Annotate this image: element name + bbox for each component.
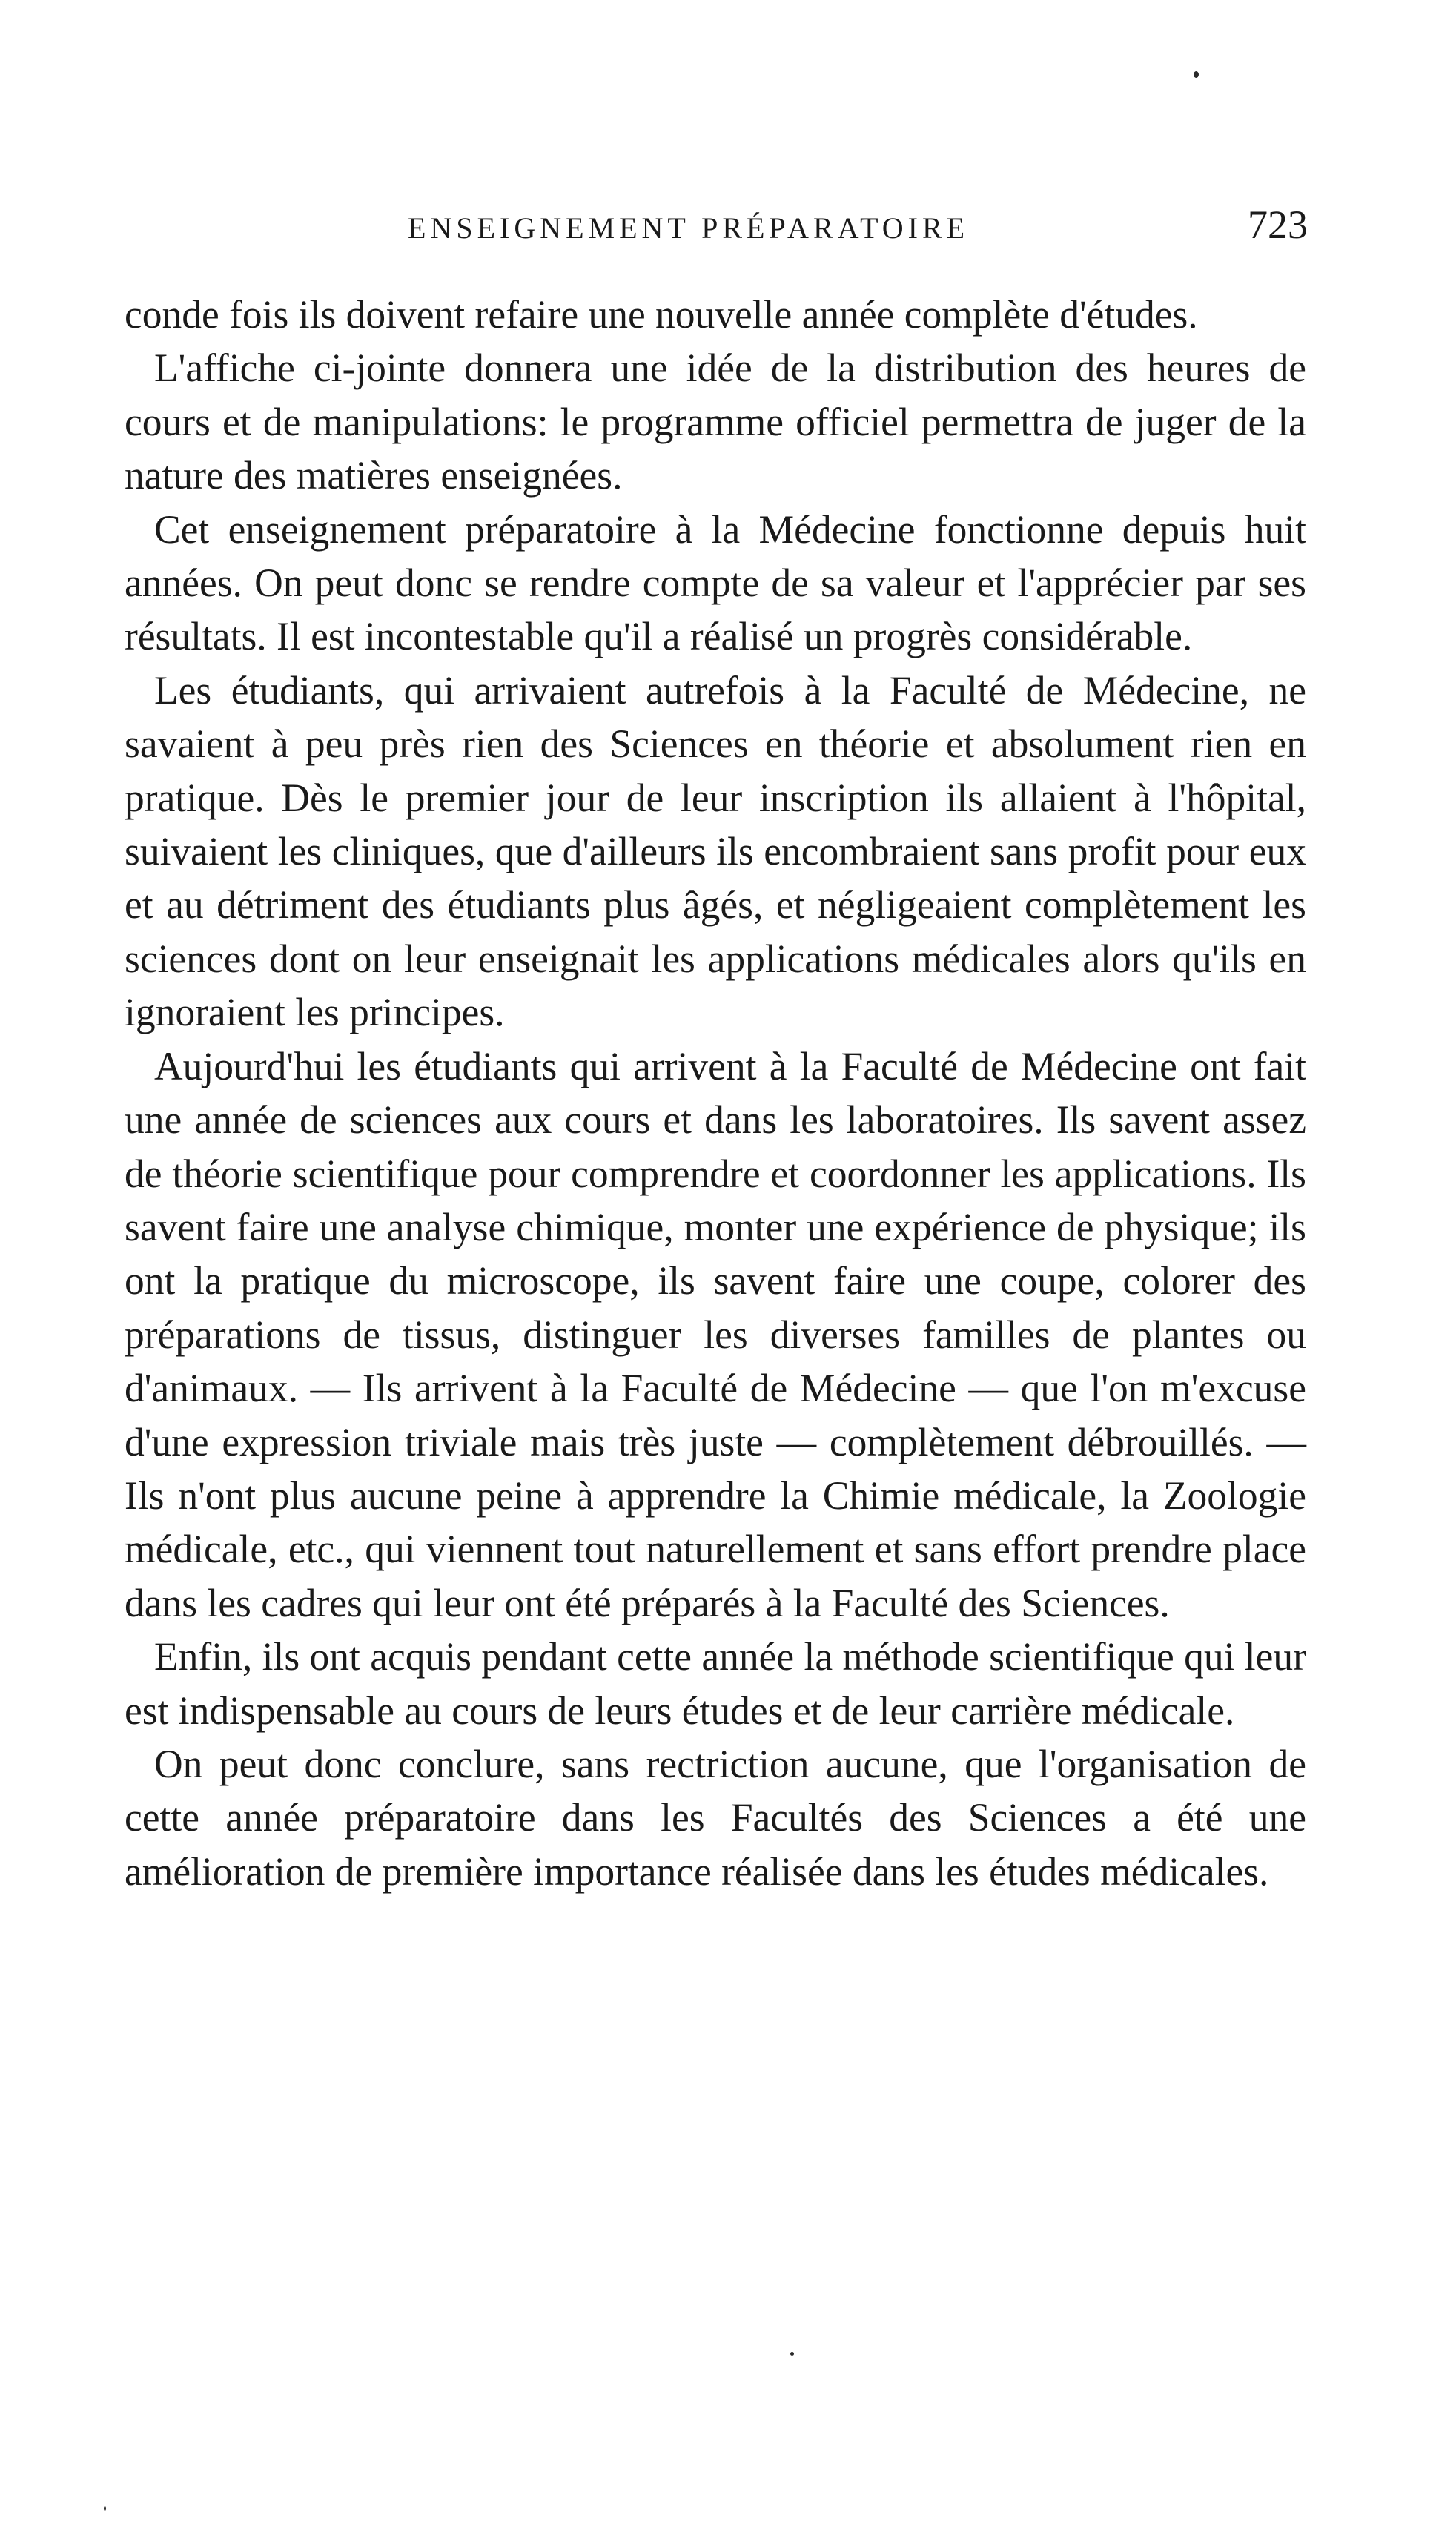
paragraph-affiche: L'affiche ci-jointe donnera une idée de la distribution des heures de cours et de manipulations: le programme officiel permettra de juger de la nature des matières enseignées.	[125, 346, 1306, 498]
paragraph-enseignement: Cet enseignement préparatoire à la Médecine fonctionne depuis huit années. On peut donc se rendre compte de sa valeur et l'apprécier par ses résultats. Il est incontestable qu'il a réalisé un progrès considérable.	[125, 506, 1306, 659]
ink-speck	[104, 2506, 106, 2511]
running-head: ENSEIGNEMENT PRÉPARATOIRE	[408, 211, 970, 245]
ink-speck	[1194, 71, 1199, 78]
page-header	[119, 202, 1308, 254]
page-number: 723	[1248, 202, 1308, 247]
paragraph-autrefois: Les étudiants, qui arrivaient autrefois à la Faculté de Médecine, ne savaient à peu près rien des Sciences en théorie et absolument rien en pratique. Dès le premier jour de leur inscription ils allaient à l'hôpital, suivaient les cliniques, que d'ailleurs ils encombraient sans profit pour eux et au détriment des étudiants plus âgés, et négligeaient complètement les sciences dont on leur enseignait les applications médicales alors qu'ils en ignoraient les principes.	[125, 667, 1306, 1035]
body-text	[125, 288, 1306, 1898]
paragraph-aujourdhui: Aujourd'hui les étudiants qui arrivent à la Faculté de Médecine ont fait une année de sciences aux cours et dans les laboratoires. Ils savent assez de théorie scientifique pour comprendre et coordonner les applications. Ils savent faire une analyse chimique, monter une expérience de physique; ils ont la pratique du microscope, ils savent faire une coupe, colorer des préparations de tissus, distinguer les diverses familles de plantes ou d'animaux. — Ils arrivent à la Faculté de Médecine — que l'on m'excuse d'une expression triviale mais très juste — complètement débrouillés. — Ils n'ont plus aucune peine à apprendre la Chimie médicale, la Zoologie médicale, etc., qui viennent tout naturellement et sans effort prendre place dans les cadres qui leur ont été préparés à la Faculté des Sciences.	[125, 1043, 1306, 1625]
paragraph-continuation: conde fois ils doivent refaire une nouvelle année complète d'études.	[125, 292, 1198, 337]
paragraph-methode: Enfin, ils ont acquis pendant cette année la méthode scientifique qui leur est indispensable au cours de leurs études et de leur carrière médicale.	[125, 1634, 1306, 1733]
paragraph-conclusion: On peut donc conclure, sans rectriction aucune, que l'organisation de cette année préparatoire dans les Facultés des Sciences a été une amélioration de première importance réalisée dans les études médicales.	[125, 1741, 1306, 1894]
ink-speck	[790, 2352, 794, 2356]
